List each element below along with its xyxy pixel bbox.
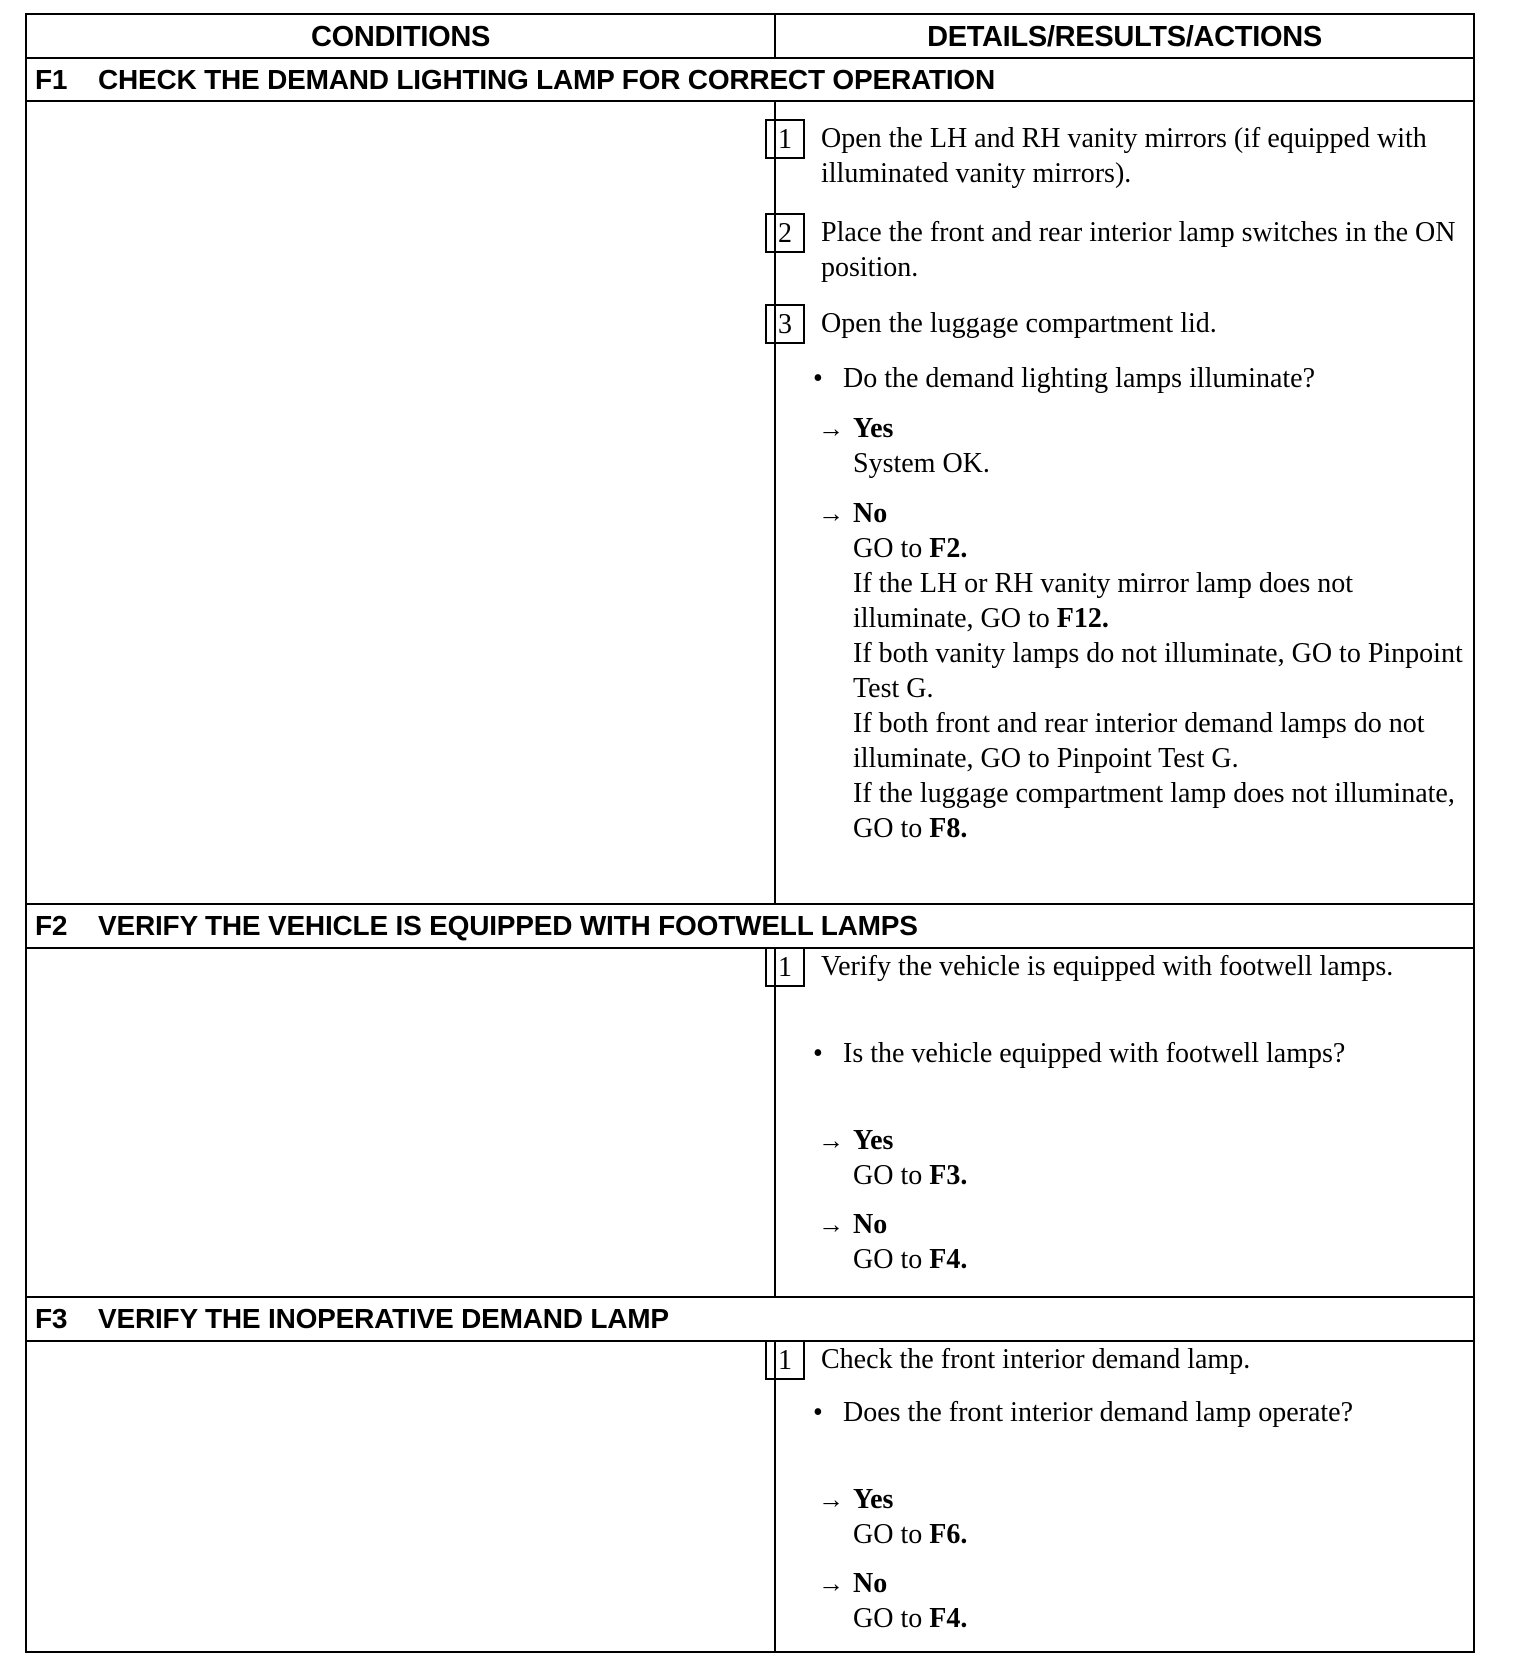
- arrow-right-icon: →: [818, 1126, 844, 1155]
- section-id: F1: [35, 64, 68, 95]
- result-text: System OK.: [853, 448, 990, 479]
- question-text: Does the front interior demand lamp operate?: [843, 1397, 1354, 1428]
- details-header: DETAILS/RESULTS/ACTIONS: [927, 21, 1322, 53]
- result-line: If both vanity lamps do not illuminate, GO to Pinpoint Test G.: [853, 638, 1463, 704]
- step-number-box: 3: [765, 304, 805, 344]
- section-title: CHECK THE DEMAND LIGHTING LAMP FOR CORRECT OPERATION: [98, 64, 996, 95]
- step-number-box: 1: [765, 1340, 805, 1380]
- arrow-right-icon: →: [818, 1485, 844, 1514]
- result-line: GO to F3.: [853, 1160, 968, 1191]
- bullet-icon: •: [813, 1038, 823, 1069]
- column-divider-f2: [774, 948, 776, 1298]
- arrow-right-icon: →: [818, 1210, 844, 1239]
- result-line: GO to F6.: [853, 1519, 968, 1550]
- answer-label: No: [853, 498, 888, 529]
- result-line: If both front and rear interior demand lamps do not illuminate, GO to Pinpoint Test G.: [853, 708, 1425, 774]
- step-text: Open the LH and RH vanity mirrors (if equipped with illuminated vanity mirrors).: [821, 123, 1427, 189]
- arrow-right-icon: →: [818, 499, 844, 528]
- step-number-box: 2: [765, 213, 805, 253]
- answer-label: Yes: [853, 413, 894, 444]
- section-header-f2: [35, 904, 918, 948]
- result-line: GO to F4.: [853, 1244, 968, 1275]
- section-header-f3: [35, 1297, 669, 1341]
- section-title: VERIFY THE INOPERATIVE DEMAND LAMP: [98, 1303, 669, 1334]
- bullet-icon: •: [813, 1397, 823, 1428]
- bullet-icon: •: [813, 363, 823, 394]
- column-divider-f3: [774, 1341, 776, 1651]
- result-line: If the LH or RH vanity mirror lamp does not illuminate, GO to F12.: [853, 568, 1354, 634]
- step-text: Verify the vehicle is equipped with footwell lamps.: [821, 951, 1394, 982]
- result-line: GO to F2.: [853, 533, 968, 564]
- question-text: Is the vehicle equipped with footwell lamps?: [843, 1038, 1346, 1069]
- result-line: If the luggage compartment lamp does not illuminate, GO to F8.: [853, 778, 1455, 844]
- step-text: Place the front and rear interior lamp switches in the ON position.: [821, 217, 1456, 283]
- result-line: GO to F4.: [853, 1603, 968, 1634]
- section-title: VERIFY THE VEHICLE IS EQUIPPED WITH FOOTWELL LAMPS: [98, 910, 918, 941]
- question-text: Do the demand lighting lamps illuminate?: [843, 363, 1316, 394]
- answer-label: No: [853, 1568, 888, 1599]
- step-number-box: 1: [765, 947, 805, 987]
- arrow-right-icon: →: [818, 414, 844, 443]
- arrow-right-icon: →: [818, 1569, 844, 1598]
- section-id: F3: [35, 1303, 68, 1334]
- section-id: F2: [35, 910, 68, 941]
- step-text: Check the front interior demand lamp.: [821, 1344, 1251, 1375]
- conditions-header: CONDITIONS: [310, 21, 491, 53]
- answer-label: No: [853, 1209, 888, 1240]
- answer-label: Yes: [853, 1125, 894, 1156]
- section-header-f1: [35, 58, 995, 102]
- step-text: Open the luggage compartment lid.: [821, 308, 1217, 339]
- step-number-box: 1: [765, 119, 805, 159]
- answer-label: Yes: [853, 1484, 894, 1515]
